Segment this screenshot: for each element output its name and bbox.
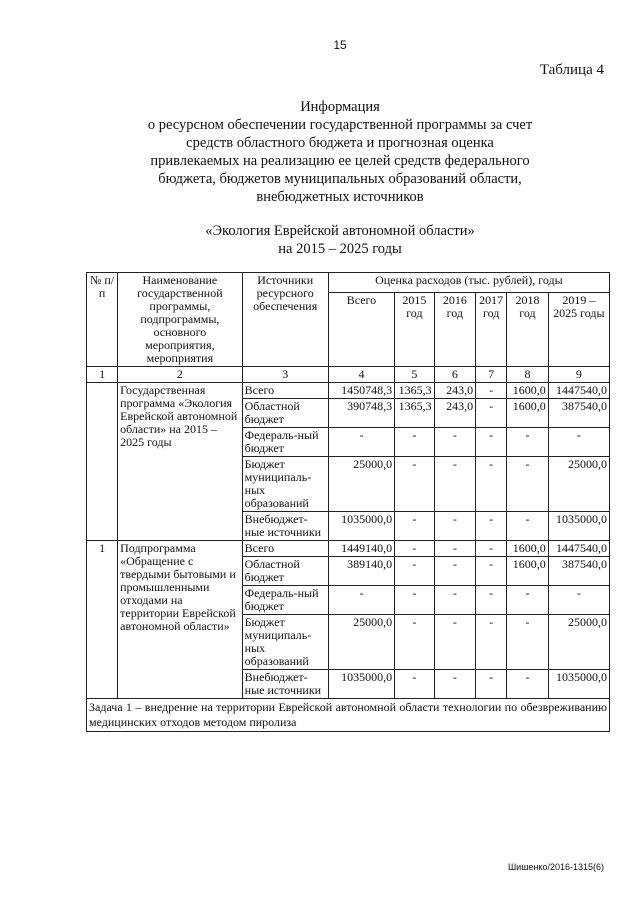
value-cell: 1035000,0 xyxy=(548,670,609,699)
table-label: Таблица 4 xyxy=(539,62,604,78)
value-cell: 1600,0 xyxy=(507,399,549,428)
value-cell: 387540,0 xyxy=(548,557,609,586)
value-cell: - xyxy=(476,399,507,428)
value-cell: - xyxy=(476,457,507,512)
column-number: 4 xyxy=(328,367,394,383)
value-cell: - xyxy=(395,457,434,512)
value-cell: 1600,0 xyxy=(507,557,549,586)
title-line: Информация xyxy=(300,99,380,115)
source-cell: Всего xyxy=(242,383,328,399)
value-cell: 389140,0 xyxy=(328,557,394,586)
value-cell: - xyxy=(434,586,476,615)
title-line: привлекаемых на реализацию ее целей средств федерального xyxy=(150,153,530,169)
value-cell: - xyxy=(476,615,507,670)
source-cell: Всего xyxy=(242,541,328,557)
document-title xyxy=(60,98,620,206)
page-number: 15 xyxy=(333,38,347,52)
value-cell: - xyxy=(395,428,434,457)
column-number: 2 xyxy=(118,367,243,383)
value-cell: - xyxy=(507,512,549,541)
task-row xyxy=(87,699,610,732)
value-cell: - xyxy=(434,557,476,586)
value-cell: - xyxy=(548,586,609,615)
title-line: бюджета, бюджетов муниципальных образований области, xyxy=(158,171,522,187)
task-description: Задача 1 – внедрение на территории Еврейской автономной области технологии по обезвреживанию медицинских отходов методом пиролиза xyxy=(87,699,610,732)
value-cell: - xyxy=(395,557,434,586)
value-cell: 25000,0 xyxy=(328,615,394,670)
value-cell: 25000,0 xyxy=(328,457,394,512)
value-cell: 1449140,0 xyxy=(328,541,394,557)
value-cell: - xyxy=(507,457,549,512)
subtitle-line: «Экология Еврейской автономной области» xyxy=(205,223,475,239)
value-cell: 1600,0 xyxy=(507,541,549,557)
value-cell: 387540,0 xyxy=(548,399,609,428)
source-cell: Федераль-ный бюджет xyxy=(242,586,328,615)
value-cell: - xyxy=(434,457,476,512)
source-cell: Областной бюджет xyxy=(242,557,328,586)
value-cell: - xyxy=(328,586,394,615)
value-cell: - xyxy=(507,670,549,699)
value-cell: - xyxy=(434,670,476,699)
value-cell: - xyxy=(434,541,476,557)
value-cell: - xyxy=(434,512,476,541)
value-cell: - xyxy=(476,383,507,399)
value-cell: - xyxy=(395,541,434,557)
value-cell: - xyxy=(395,670,434,699)
value-cell: - xyxy=(476,428,507,457)
resource-table xyxy=(86,272,610,732)
value-cell: - xyxy=(548,428,609,457)
value-cell: 1035000,0 xyxy=(328,512,394,541)
source-cell: Бюджет муниципаль-ных образований xyxy=(242,615,328,670)
value-cell: 1447540,0 xyxy=(548,383,609,399)
row-number-cell xyxy=(87,383,118,541)
value-cell: 1447540,0 xyxy=(548,541,609,557)
source-cell: Внебюджет-ные источники xyxy=(242,670,328,699)
value-cell: - xyxy=(507,615,549,670)
value-cell: 1450748,3 xyxy=(328,383,394,399)
column-number: 6 xyxy=(434,367,476,383)
header-row xyxy=(87,273,610,293)
column-number: 7 xyxy=(476,367,507,383)
source-cell: Областной бюджет xyxy=(242,399,328,428)
header-year-total: Всего xyxy=(328,293,394,367)
value-cell: - xyxy=(476,586,507,615)
value-cell: - xyxy=(395,615,434,670)
header-year-2018: 2018 год xyxy=(507,293,549,367)
title-line: о ресурсном обеспечении государственной программы за счет xyxy=(147,117,533,133)
table-body xyxy=(87,273,610,732)
program-name-cell: Подпрограмма «Обращение с твердыми бытовыми и промышленными отходами на территории Еврейской автономной области» xyxy=(118,541,243,699)
program-name-cell: Государственная программа «Экология Еврейской автономной области» на 2015 – 2025 годы xyxy=(118,383,243,541)
title-line: внебюджетных источников xyxy=(256,189,424,205)
column-number: 3 xyxy=(242,367,328,383)
column-number: 5 xyxy=(395,367,434,383)
header-estimate: Оценка расходов (тыс. рублей), годы xyxy=(328,273,609,293)
table-row xyxy=(87,541,610,557)
source-cell: Федераль-ный бюджет xyxy=(242,428,328,457)
title-line: средств областного бюджета и прогнозная оценка xyxy=(186,135,494,151)
value-cell: - xyxy=(395,586,434,615)
value-cell: - xyxy=(476,512,507,541)
header-year-2015: 2015 год xyxy=(395,293,434,367)
header-name: Наименование государственной программы, подпрограммы, основного мероприятия, мероприятия xyxy=(118,273,243,367)
value-cell: - xyxy=(434,428,476,457)
column-number-row xyxy=(87,367,610,383)
value-cell: 390748,3 xyxy=(328,399,394,428)
value-cell: 25000,0 xyxy=(548,615,609,670)
value-cell: 1365,3 xyxy=(395,399,434,428)
value-cell: - xyxy=(434,615,476,670)
source-cell: Внебюджет-ные источники xyxy=(242,512,328,541)
row-number-cell: 1 xyxy=(87,541,118,699)
value-cell: 25000,0 xyxy=(548,457,609,512)
header-year-2019-2025: 2019 – 2025 годы xyxy=(548,293,609,367)
value-cell: - xyxy=(328,428,394,457)
value-cell: 1035000,0 xyxy=(548,512,609,541)
column-number: 9 xyxy=(548,367,609,383)
value-cell: - xyxy=(507,586,549,615)
value-cell: 1035000,0 xyxy=(328,670,394,699)
header-num: № п/п xyxy=(87,273,118,367)
value-cell: - xyxy=(476,557,507,586)
value-cell: - xyxy=(395,512,434,541)
value-cell: 1600,0 xyxy=(507,383,549,399)
value-cell: - xyxy=(507,428,549,457)
value-cell: - xyxy=(476,670,507,699)
program-subtitle xyxy=(60,222,620,258)
subtitle-line: на 2015 – 2025 годы xyxy=(278,241,402,257)
value-cell: 1365,3 xyxy=(395,383,434,399)
column-number: 8 xyxy=(507,367,549,383)
value-cell: - xyxy=(476,541,507,557)
source-cell: Бюджет муниципаль-ных образований xyxy=(242,457,328,512)
header-year-2017: 2017 год xyxy=(476,293,507,367)
table-row xyxy=(87,383,610,399)
header-sources: Источники ресурсного обеспечения xyxy=(242,273,328,367)
value-cell: 243,0 xyxy=(434,383,476,399)
document-code: Шишенко/2016-1315(6) xyxy=(507,862,604,872)
value-cell: 243,0 xyxy=(434,399,476,428)
header-year-2016: 2016 год xyxy=(434,293,476,367)
column-number: 1 xyxy=(87,367,118,383)
